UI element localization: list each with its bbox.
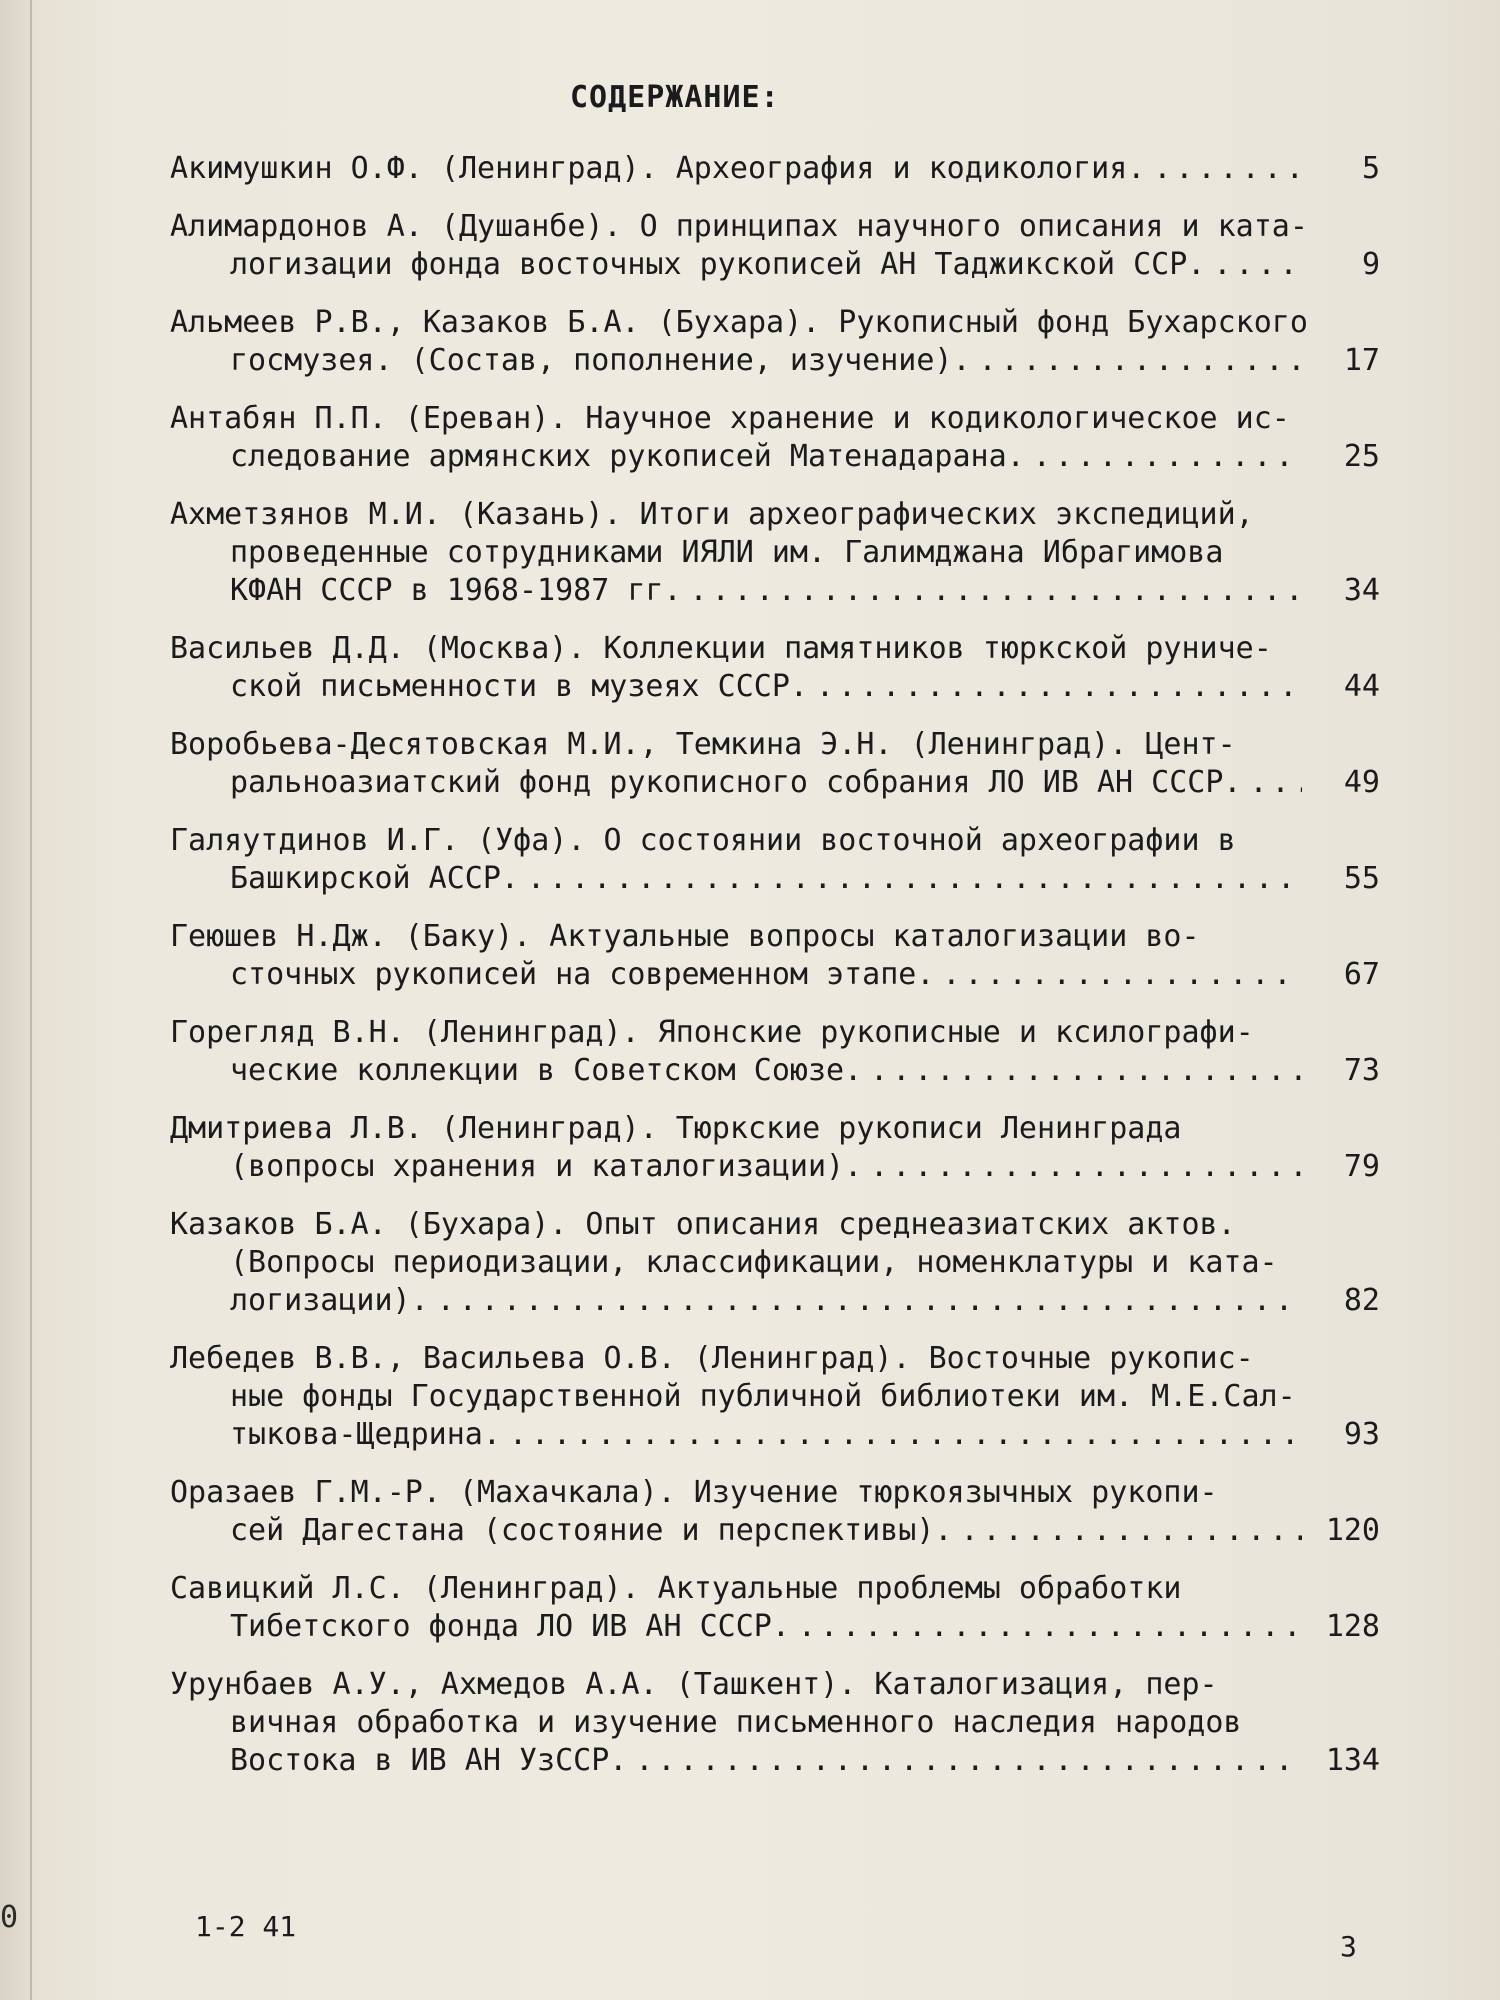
toc-page-number: 79 xyxy=(1343,1149,1380,1184)
toc-entry-line: сточных рукописей на современном этапе. xyxy=(230,957,935,992)
leader-dots xyxy=(960,1512,1302,1550)
leader-dots xyxy=(527,860,1302,898)
toc-entry-line: Лебедев В.В., Васильева О.В. (Ленинград). Восточные рукопис- xyxy=(170,1341,1254,1376)
toc-entry-line: Акимушкин О.Ф. (Ленинград). Археография и кодикология. xyxy=(170,151,1146,186)
toc-entry-line: госмузея. (Состав, пополнение, изучение). xyxy=(230,343,971,378)
page-number: 3 xyxy=(1340,1930,1357,1963)
toc-entry-line: (Вопросы периодизации, классификации, номенклатуры и ката- xyxy=(230,1245,1278,1280)
toc-entry xyxy=(170,1340,1380,1454)
toc-page-number: 120 xyxy=(1325,1513,1380,1548)
toc-entry-line: Алимардонов А. (Душанбе). О принципах научного описания и ката- xyxy=(170,209,1308,244)
toc-entry-line: Галяутдинов И.Г. (Уфа). О состоянии восточной археографии в xyxy=(170,823,1236,858)
toc-entry-last-line xyxy=(170,572,1380,610)
toc-entry-last-line xyxy=(170,1512,1380,1550)
toc-page-number: 9 xyxy=(1361,247,1380,282)
printer-signature: 1-2 41 xyxy=(195,1910,297,1943)
toc-entry-line: Горегляд В.Н. (Ленинград). Японские рукописные и ксилографи- xyxy=(170,1015,1254,1050)
toc-entry xyxy=(170,1570,1380,1646)
toc-entry-line: тыкова-Щедрина. xyxy=(230,1417,501,1452)
toc-entry xyxy=(170,918,1380,994)
leader-dots xyxy=(870,1052,1302,1090)
toc-entry-line: Урунбаев А.У., Ахмедов А.А. (Ташкент). Каталогизация, пер- xyxy=(170,1667,1218,1702)
toc-page-number: 82 xyxy=(1343,1283,1380,1318)
table-of-contents xyxy=(170,150,1380,1800)
toc-entry xyxy=(170,822,1380,898)
toc-entry-line: Востока в ИВ АН УзССР. xyxy=(230,1743,628,1778)
toc-entry-line: ные фонды Государственной публичной библиотеки им. М.Е.Сал- xyxy=(230,1379,1296,1414)
toc-entry-line: Альмеев Р.В., Казаков Б.А. (Бухара). Рукописный фонд Бухарского xyxy=(170,305,1308,340)
toc-entry-last-line xyxy=(170,246,1380,284)
toc-page-number: 49 xyxy=(1343,765,1380,800)
leader-dots xyxy=(509,1416,1302,1454)
leader-dots xyxy=(1033,438,1302,476)
toc-entry-last-line xyxy=(170,956,1380,994)
page-fold-shadow xyxy=(30,0,32,2000)
toc-entry xyxy=(170,1206,1380,1320)
toc-entry-line: Казаков Б.А. (Бухара). Опыт описания среднеазиатских актов. xyxy=(170,1207,1236,1242)
toc-page-number: 93 xyxy=(1343,1417,1380,1452)
toc-entry-last-line xyxy=(170,342,1380,380)
toc-entry-line: (вопросы хранения и каталогизации). xyxy=(230,1149,863,1184)
toc-entry-last-line xyxy=(170,438,1380,476)
leader-dots xyxy=(1249,764,1302,802)
toc-entry-line: Башкирской АССР. xyxy=(230,861,519,896)
toc-entry xyxy=(170,496,1380,610)
toc-page-number: 25 xyxy=(1343,439,1380,474)
leader-dots xyxy=(816,668,1302,706)
leader-dots xyxy=(1153,150,1302,188)
toc-entry xyxy=(170,208,1380,284)
toc-entry-line: Дмитриева Л.В. (Ленинград). Тюркские рукописи Ленинграда xyxy=(170,1111,1182,1146)
toc-entry-line: Ахметзянов М.И. (Казань). Итоги археографических экспедиций, xyxy=(170,497,1254,532)
toc-entry xyxy=(170,1110,1380,1186)
toc-entry-line: КФАН СССР в 1968-1987 гг. xyxy=(230,573,682,608)
toc-entry-line: ской письменности в музеях СССР. xyxy=(230,669,808,704)
toc-page-number: 128 xyxy=(1325,1609,1380,1644)
leader-dots xyxy=(798,1608,1302,1646)
page-title: СОДЕРЖАНИЕ: xyxy=(570,80,780,115)
toc-page-number: 134 xyxy=(1325,1743,1380,1778)
toc-entry-line: Савицкий Л.С. (Ленинград). Актуальные проблемы обработки xyxy=(170,1571,1182,1606)
toc-entry-line: сей Дагестана (состояние и перспективы). xyxy=(230,1513,953,1548)
leader-dots xyxy=(1213,246,1302,284)
toc-entry-line: Геюшев Н.Дж. (Баку). Актуальные вопросы каталогизации во- xyxy=(170,919,1200,954)
leader-dots xyxy=(437,1282,1302,1320)
leader-dots xyxy=(942,956,1302,994)
toc-page-number: 44 xyxy=(1343,669,1380,704)
leader-dots xyxy=(870,1148,1302,1186)
leader-dots xyxy=(979,342,1302,380)
margin-fragment: 0 xyxy=(0,1900,19,1935)
toc-entry-last-line xyxy=(170,1148,1380,1186)
toc-entry-line: логизации фонда восточных рукописей АН Таджикской ССР. xyxy=(230,247,1206,282)
toc-entry-last-line xyxy=(170,764,1380,802)
toc-entry-line: Тибетского фонда ЛО ИВ АН СССР. xyxy=(230,1609,790,1644)
leader-dots xyxy=(635,1742,1302,1780)
toc-entry xyxy=(170,1666,1380,1780)
toc-entry xyxy=(170,304,1380,380)
toc-entry-line: проведенные сотрудниками ИЯЛИ им. Галимджана Ибрагимова xyxy=(230,535,1224,570)
toc-entry-last-line xyxy=(170,1282,1380,1320)
toc-entry xyxy=(170,630,1380,706)
toc-entry-line: Воробьева-Десятовская М.И., Темкина Э.Н. (Ленинград). Цент- xyxy=(170,727,1236,762)
toc-page-number: 67 xyxy=(1343,957,1380,992)
toc-page-number: 5 xyxy=(1361,151,1380,186)
toc-entry-last-line xyxy=(170,668,1380,706)
toc-entry xyxy=(170,726,1380,802)
toc-entry-line: ральноазиатский фонд рукописного собрания ЛО ИВ АН СССР. xyxy=(230,765,1242,800)
toc-entry-line: Оразаев Г.М.-Р. (Махачкала). Изучение тюркоязычных рукопи- xyxy=(170,1475,1218,1510)
leader-dots xyxy=(690,572,1302,610)
toc-entry-line: Антабян П.П. (Ереван). Научное хранение и кодикологическое ис- xyxy=(170,401,1290,436)
toc-entry-last-line xyxy=(170,1742,1380,1780)
toc-entry-last-line xyxy=(170,860,1380,898)
toc-page-number: 73 xyxy=(1343,1053,1380,1088)
toc-entry-last-line xyxy=(170,1608,1380,1646)
toc-entry-last-line xyxy=(170,1052,1380,1090)
toc-entry-line: Васильев Д.Д. (Москва). Коллекции памятников тюркской руниче- xyxy=(170,631,1272,666)
toc-page-number: 17 xyxy=(1343,343,1380,378)
toc-entry-line: ческие коллекции в Советском Союзе. xyxy=(230,1053,863,1088)
toc-entry xyxy=(170,1014,1380,1090)
toc-entry xyxy=(170,150,1380,188)
toc-entry-last-line xyxy=(170,1416,1380,1454)
toc-entry xyxy=(170,400,1380,476)
toc-entry-line: следование армянских рукописей Матенадарана. xyxy=(230,439,1025,474)
toc-entry-line: вичная обработка и изучение письменного наследия народов xyxy=(230,1705,1242,1740)
toc-entry-last-line xyxy=(170,150,1380,188)
toc-entry xyxy=(170,1474,1380,1550)
toc-page-number: 55 xyxy=(1343,861,1380,896)
toc-page-number: 34 xyxy=(1343,573,1380,608)
toc-entry-line: логизации). xyxy=(230,1283,429,1318)
